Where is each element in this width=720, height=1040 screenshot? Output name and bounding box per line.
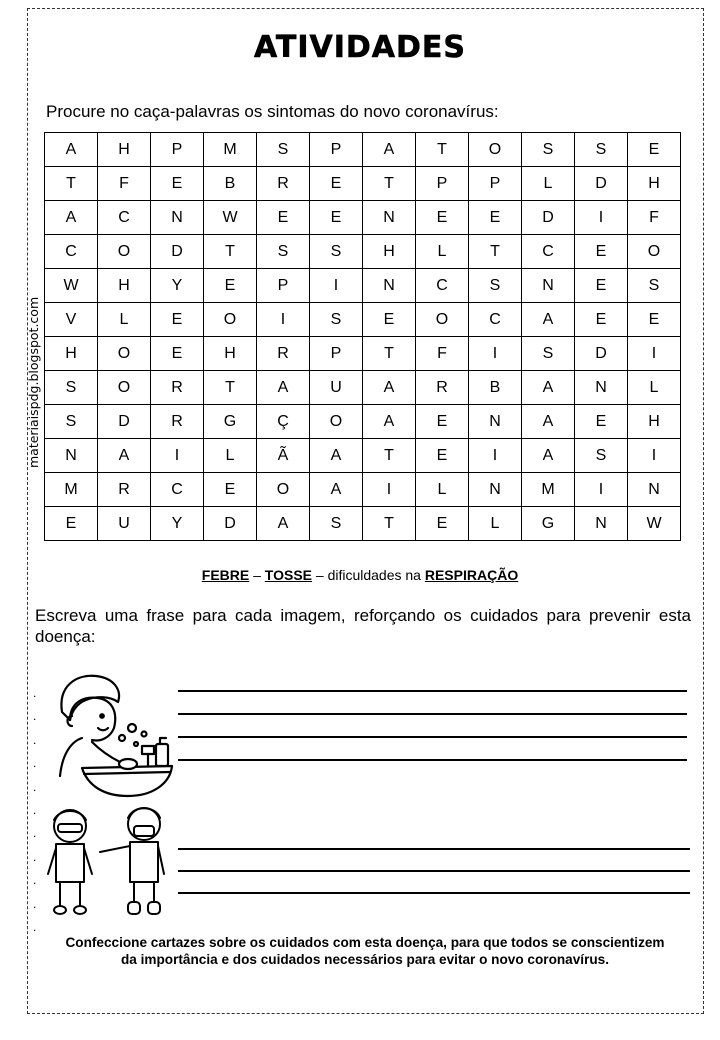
grid-row xyxy=(45,473,681,507)
word-separator: – dificuldades na xyxy=(312,567,425,583)
grid-cell[interactable]: I xyxy=(363,473,416,507)
grid-cell[interactable]: N xyxy=(522,269,575,303)
grid-cell[interactable]: G xyxy=(522,507,575,541)
grid-cell[interactable]: S xyxy=(310,235,363,269)
grid-row xyxy=(45,269,681,303)
grid-row xyxy=(45,167,681,201)
grid-cell[interactable]: E xyxy=(204,269,257,303)
grid-cell[interactable]: R xyxy=(416,371,469,405)
grid-cell[interactable]: N xyxy=(45,439,98,473)
grid-cell[interactable]: O xyxy=(469,133,522,167)
grid-cell[interactable]: O xyxy=(98,371,151,405)
grid-cell[interactable]: R xyxy=(151,405,204,439)
grid-cell[interactable]: S xyxy=(257,133,310,167)
grid-cell[interactable]: T xyxy=(363,507,416,541)
grid-cell[interactable]: S xyxy=(522,133,575,167)
grid-cell[interactable]: M xyxy=(522,473,575,507)
grid-cell[interactable]: L xyxy=(522,167,575,201)
grid-cell[interactable]: W xyxy=(204,201,257,235)
page-title: ATIVIDADES xyxy=(253,30,467,65)
grid-cell[interactable]: E xyxy=(151,337,204,371)
grid-cell[interactable]: S xyxy=(310,507,363,541)
grid-cell[interactable]: L xyxy=(416,235,469,269)
grid-row xyxy=(45,337,681,371)
grid-cell[interactable]: E xyxy=(363,303,416,337)
answer-line[interactable] xyxy=(178,870,690,872)
grid-cell[interactable]: O xyxy=(416,303,469,337)
grid-cell[interactable]: S xyxy=(469,269,522,303)
grid-cell[interactable]: E xyxy=(575,405,628,439)
word-search-grid xyxy=(44,132,681,541)
grid-row xyxy=(45,507,681,541)
grid-cell[interactable]: F xyxy=(416,337,469,371)
answer-line[interactable] xyxy=(178,892,690,894)
grid-cell[interactable]: R xyxy=(151,371,204,405)
grid-cell[interactable]: D xyxy=(98,405,151,439)
grid-cell[interactable]: L xyxy=(204,439,257,473)
grid-cell[interactable]: E xyxy=(257,201,310,235)
grid-row xyxy=(45,371,681,405)
grid-cell[interactable]: E xyxy=(45,507,98,541)
grid-cell[interactable]: U xyxy=(310,371,363,405)
final-instruction: Confeccione cartazes sobre os cuidados com esta doença, para que todos se conscientizem da importância e dos cuidados necessários para evitar o novo coronavírus. xyxy=(65,935,665,967)
grid-cell[interactable]: I xyxy=(575,201,628,235)
grid-cell[interactable]: P xyxy=(469,167,522,201)
grid-cell[interactable]: R xyxy=(257,337,310,371)
grid-cell[interactable]: C xyxy=(469,303,522,337)
grid-cell[interactable]: A xyxy=(522,405,575,439)
grid-cell[interactable]: W xyxy=(628,507,681,541)
grid-cell[interactable]: N xyxy=(151,201,204,235)
grid-cell[interactable]: D xyxy=(575,337,628,371)
grid-cell[interactable]: P xyxy=(151,133,204,167)
grid-cell[interactable]: S xyxy=(310,303,363,337)
grid-cell[interactable]: D xyxy=(522,201,575,235)
grid-cell[interactable]: E xyxy=(575,303,628,337)
grid-cell[interactable]: V xyxy=(45,303,98,337)
grid-cell[interactable]: O xyxy=(98,235,151,269)
grid-cell[interactable]: T xyxy=(204,371,257,405)
grid-cell[interactable]: R xyxy=(98,473,151,507)
grid-cell[interactable]: P xyxy=(416,167,469,201)
grid-cell[interactable]: A xyxy=(98,439,151,473)
grid-cell[interactable]: I xyxy=(628,439,681,473)
grid-cell[interactable]: C xyxy=(416,269,469,303)
grid-row xyxy=(45,439,681,473)
grid-cell[interactable]: B xyxy=(204,167,257,201)
children-with-masks-image xyxy=(44,802,174,922)
grid-cell[interactable]: O xyxy=(204,303,257,337)
answer-line[interactable] xyxy=(178,736,687,738)
wordsearch-instruction: Procure no caça-palavras os sintomas do novo coronavírus: xyxy=(46,102,499,121)
word-tosse: TOSSE xyxy=(264,567,312,583)
grid-cell[interactable]: U xyxy=(98,507,151,541)
grid-cell[interactable]: S xyxy=(257,235,310,269)
answer-line[interactable] xyxy=(178,690,687,692)
grid-row xyxy=(45,235,681,269)
grid-cell[interactable]: I xyxy=(469,439,522,473)
grid-cell[interactable]: N xyxy=(469,405,522,439)
grid-cell[interactable]: E xyxy=(469,201,522,235)
grid-cell[interactable]: N xyxy=(363,201,416,235)
grid-row xyxy=(45,303,681,337)
grid-cell[interactable]: S xyxy=(628,269,681,303)
grid-cell[interactable]: E xyxy=(575,235,628,269)
grid-cell[interactable]: L xyxy=(469,507,522,541)
grid-cell[interactable]: T xyxy=(204,235,257,269)
grid-cell[interactable]: T xyxy=(363,439,416,473)
grid-cell[interactable]: E xyxy=(628,133,681,167)
grid-cell[interactable]: I xyxy=(628,337,681,371)
grid-cell[interactable]: A xyxy=(522,303,575,337)
grid-row xyxy=(45,201,681,235)
grid-cell[interactable]: Ç xyxy=(257,405,310,439)
grid-cell[interactable]: P xyxy=(310,133,363,167)
grid-cell[interactable]: C xyxy=(151,473,204,507)
grid-cell[interactable]: Y xyxy=(151,269,204,303)
grid-cell[interactable]: A xyxy=(522,439,575,473)
grid-cell[interactable]: E xyxy=(151,303,204,337)
answer-line[interactable] xyxy=(178,713,687,715)
grid-cell[interactable]: A xyxy=(310,439,363,473)
grid-cell[interactable]: H xyxy=(204,337,257,371)
grid-cell[interactable]: L xyxy=(416,473,469,507)
grid-cell[interactable]: A xyxy=(257,507,310,541)
grid-cell[interactable]: A xyxy=(310,473,363,507)
grid-cell[interactable]: E xyxy=(628,303,681,337)
answer-line[interactable] xyxy=(178,848,690,850)
grid-cell[interactable]: F xyxy=(628,201,681,235)
grid-cell[interactable]: I xyxy=(469,337,522,371)
grid-cell[interactable]: P xyxy=(310,337,363,371)
grid-cell[interactable]: S xyxy=(45,371,98,405)
grid-cell[interactable]: H xyxy=(628,167,681,201)
grid-cell[interactable]: E xyxy=(416,405,469,439)
grid-cell[interactable]: E xyxy=(204,473,257,507)
answer-line[interactable] xyxy=(178,759,687,761)
grid-cell[interactable]: A xyxy=(257,371,310,405)
grid-cell[interactable]: E xyxy=(151,167,204,201)
grid-cell[interactable]: N xyxy=(469,473,522,507)
grid-cell[interactable]: E xyxy=(416,201,469,235)
grid-cell[interactable]: H xyxy=(628,405,681,439)
grid-cell[interactable]: E xyxy=(310,201,363,235)
grid-cell[interactable]: C xyxy=(45,235,98,269)
grid-cell[interactable]: I xyxy=(257,303,310,337)
grid-cell[interactable]: O xyxy=(257,473,310,507)
grid-cell[interactable]: E xyxy=(310,167,363,201)
grid-cell[interactable]: T xyxy=(416,133,469,167)
grid-cell[interactable]: D xyxy=(575,167,628,201)
grid-cell[interactable]: N xyxy=(575,507,628,541)
grid-cell[interactable]: L xyxy=(98,303,151,337)
grid-cell[interactable]: D xyxy=(204,507,257,541)
grid-cell[interactable]: A xyxy=(522,371,575,405)
grid-cell[interactable]: A xyxy=(45,201,98,235)
writing-instruction: Escreva uma frase para cada imagem, reforçando os cuidados para prevenir esta doença: xyxy=(35,606,691,646)
grid-cell[interactable]: I xyxy=(310,269,363,303)
grid-cell[interactable]: O xyxy=(310,405,363,439)
grid-cell[interactable]: I xyxy=(575,473,628,507)
grid-cell[interactable]: E xyxy=(416,439,469,473)
grid-cell[interactable]: C xyxy=(98,201,151,235)
grid-cell[interactable]: R xyxy=(257,167,310,201)
grid-cell[interactable]: N xyxy=(363,269,416,303)
grid-cell[interactable]: A xyxy=(45,133,98,167)
grid-cell[interactable]: G xyxy=(204,405,257,439)
grid-cell[interactable]: N xyxy=(575,371,628,405)
source-url: materiaispdg.blogspot.com xyxy=(26,296,41,468)
grid-cell[interactable]: O xyxy=(628,235,681,269)
grid-cell[interactable]: C xyxy=(522,235,575,269)
grid-cell[interactable]: E xyxy=(575,269,628,303)
grid-cell[interactable]: I xyxy=(151,439,204,473)
grid-cell[interactable]: S xyxy=(45,405,98,439)
grid-cell[interactable]: T xyxy=(363,337,416,371)
grid-cell[interactable]: A xyxy=(363,405,416,439)
grid-cell[interactable]: S xyxy=(575,439,628,473)
grid-cell[interactable]: T xyxy=(469,235,522,269)
grid-cell[interactable]: P xyxy=(257,269,310,303)
grid-cell[interactable]: H xyxy=(98,269,151,303)
word-febre: FEBRE xyxy=(201,567,250,583)
grid-cell[interactable]: Y xyxy=(151,507,204,541)
grid-cell[interactable]: W xyxy=(45,269,98,303)
word-respiracao: RESPIRAÇÃO xyxy=(424,567,519,583)
grid-cell[interactable]: O xyxy=(98,337,151,371)
grid-cell[interactable]: H xyxy=(363,235,416,269)
grid-cell[interactable]: H xyxy=(45,337,98,371)
grid-cell[interactable]: B xyxy=(469,371,522,405)
grid-cell[interactable]: E xyxy=(416,507,469,541)
grid-cell[interactable]: F xyxy=(98,167,151,201)
grid-cell[interactable]: N xyxy=(628,473,681,507)
grid-cell[interactable]: H xyxy=(98,133,151,167)
grid-cell[interactable]: S xyxy=(522,337,575,371)
child-washing-hands-image xyxy=(52,672,182,802)
grid-cell[interactable]: A xyxy=(363,371,416,405)
grid-cell[interactable]: D xyxy=(151,235,204,269)
grid-cell[interactable]: M xyxy=(45,473,98,507)
grid-cell[interactable]: L xyxy=(628,371,681,405)
grid-cell[interactable]: T xyxy=(363,167,416,201)
grid-cell[interactable]: T xyxy=(45,167,98,201)
grid-cell[interactable]: Ã xyxy=(257,439,310,473)
word-list xyxy=(0,567,720,583)
word-separator: – xyxy=(249,567,265,583)
grid-row xyxy=(45,405,681,439)
grid-cell[interactable]: S xyxy=(575,133,628,167)
grid-row xyxy=(45,133,681,167)
grid-cell[interactable]: M xyxy=(204,133,257,167)
grid-cell[interactable]: A xyxy=(363,133,416,167)
margin-dots: . . . . . . . . . . . xyxy=(33,686,37,935)
